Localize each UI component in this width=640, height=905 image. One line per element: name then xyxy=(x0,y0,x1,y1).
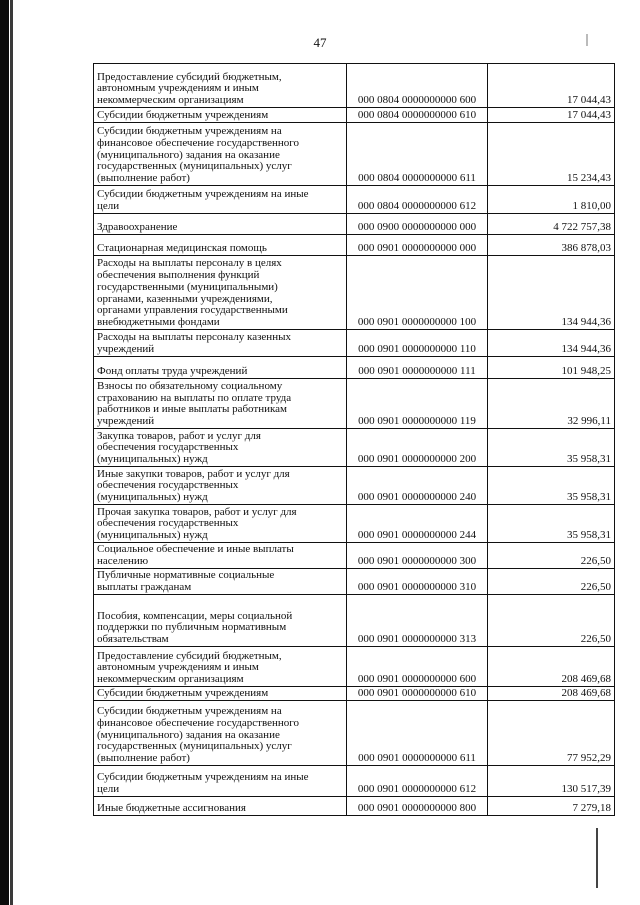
table-row xyxy=(94,647,615,687)
row-code: 000 0804 0000000000 600 xyxy=(347,64,488,108)
table-row xyxy=(94,505,615,543)
row-name: Субсидии бюджетным учреждениям xyxy=(94,687,347,701)
row-code: 000 0901 0000000000 800 xyxy=(347,797,488,816)
row-name: Субсидии бюджетным учреждениям на финансовое обеспечение государственного (муниципального) задания на оказание государственных (муниципальных) услуг (выполнение работ) xyxy=(94,701,347,766)
row-name: Субсидии бюджетным учреждениям на иные цели xyxy=(94,186,347,214)
row-amount: 15 234,43 xyxy=(488,123,615,186)
row-amount: 101 948,25 xyxy=(488,357,615,379)
row-name: Социальное обеспечение и иные выплаты населению xyxy=(94,543,347,569)
budget-table xyxy=(93,63,615,816)
row-name: Пособия, компенсации, меры социальной поддержки по публичным нормативным обязательствам xyxy=(94,595,347,647)
row-name: Закупка товаров, работ и услуг для обеспечения государственных (муниципальных) нужд xyxy=(94,429,347,467)
row-amount: 17 044,43 xyxy=(488,108,615,123)
row-amount: 208 469,68 xyxy=(488,647,615,687)
row-name: Предоставление субсидий бюджетным, автономным учреждениям и иным некоммерческим организациям xyxy=(94,647,347,687)
page-number: 47 xyxy=(313,35,327,50)
row-amount: 134 944,36 xyxy=(488,256,615,330)
table-row xyxy=(94,797,615,816)
table-row xyxy=(94,330,615,357)
row-code: 000 0901 0000000000 244 xyxy=(347,505,488,543)
row-code: 000 0901 0000000000 611 xyxy=(347,701,488,766)
row-name: Стационарная медицинская помощь xyxy=(94,235,347,256)
row-amount: 17 044,43 xyxy=(488,64,615,108)
row-amount: 7 279,18 xyxy=(488,797,615,816)
row-code: 000 0900 0000000000 000 xyxy=(347,214,488,235)
table-row xyxy=(94,123,615,186)
row-code: 000 0901 0000000000 313 xyxy=(347,595,488,647)
table-row xyxy=(94,543,615,569)
row-name: Расходы на выплаты персоналу в целях обеспечения выполнения функций государственными (муниципальными) органами, казенными учреждениями, органами управления государственными внебюджетными фондами xyxy=(94,256,347,330)
table-row xyxy=(94,64,615,108)
row-code: 000 0901 0000000000 300 xyxy=(347,543,488,569)
row-name: Субсидии бюджетным учреждениям на финансовое обеспечение государственного (муниципального) задания на оказание государственных (муниципальных) услуг (выполнение работ) xyxy=(94,123,347,186)
row-name: Здравоохранение xyxy=(94,214,347,235)
row-code: 000 0901 0000000000 600 xyxy=(347,647,488,687)
row-name: Публичные нормативные социальные выплаты гражданам xyxy=(94,569,347,595)
table-row xyxy=(94,687,615,701)
row-code: 000 0901 0000000000 100 xyxy=(347,256,488,330)
table-row xyxy=(94,595,615,647)
row-amount: 4 722 757,38 xyxy=(488,214,615,235)
table-row xyxy=(94,569,615,595)
row-amount: 134 944,36 xyxy=(488,330,615,357)
row-name: Субсидии бюджетным учреждениям на иные цели xyxy=(94,766,347,797)
table-row xyxy=(94,108,615,123)
row-code: 000 0901 0000000000 000 xyxy=(347,235,488,256)
row-name: Расходы на выплаты персоналу казенных учреждений xyxy=(94,330,347,357)
row-amount: 226,50 xyxy=(488,595,615,647)
row-code: 000 0901 0000000000 119 xyxy=(347,379,488,429)
row-amount: 226,50 xyxy=(488,543,615,569)
scan-edge-left xyxy=(0,0,9,905)
scan-edge-shadow xyxy=(10,0,13,905)
row-amount: 32 996,11 xyxy=(488,379,615,429)
row-name: Субсидии бюджетным учреждениям xyxy=(94,108,347,123)
row-amount: 35 958,31 xyxy=(488,505,615,543)
row-amount: 77 952,29 xyxy=(488,701,615,766)
row-code: 000 0901 0000000000 110 xyxy=(347,330,488,357)
row-name: Фонд оплаты труда учреждений xyxy=(94,357,347,379)
row-amount: 1 810,00 xyxy=(488,186,615,214)
row-code: 000 0804 0000000000 612 xyxy=(347,186,488,214)
row-amount: 386 878,03 xyxy=(488,235,615,256)
row-amount: 35 958,31 xyxy=(488,467,615,505)
row-code: 000 0901 0000000000 612 xyxy=(347,766,488,797)
table-row xyxy=(94,379,615,429)
row-code: 000 0901 0000000000 200 xyxy=(347,429,488,467)
table-row xyxy=(94,766,615,797)
row-name: Предоставление субсидий бюджетным, автономным учреждениям и иным некоммерческим организациям xyxy=(94,64,347,108)
row-name: Иные бюджетные ассигнования xyxy=(94,797,347,816)
table-row xyxy=(94,357,615,379)
table-row xyxy=(94,214,615,235)
table-row xyxy=(94,256,615,330)
row-amount: 130 517,39 xyxy=(488,766,615,797)
table-row xyxy=(94,235,615,256)
row-amount: 226,50 xyxy=(488,569,615,595)
table-row xyxy=(94,429,615,467)
table-row xyxy=(94,701,615,766)
row-amount: 208 469,68 xyxy=(488,687,615,701)
row-code: 000 0901 0000000000 610 xyxy=(347,687,488,701)
row-amount: 35 958,31 xyxy=(488,429,615,467)
row-name: Иные закупки товаров, работ и услуг для обеспечения государственных (муниципальных) нужд xyxy=(94,467,347,505)
row-code: 000 0901 0000000000 240 xyxy=(347,467,488,505)
row-code: 000 0804 0000000000 611 xyxy=(347,123,488,186)
row-name: Прочая закупка товаров, работ и услуг для обеспечения государственных (муниципальных) нужд xyxy=(94,505,347,543)
table-row xyxy=(94,186,615,214)
row-code: 000 0804 0000000000 610 xyxy=(347,108,488,123)
row-name: Взносы по обязательному социальному страхованию на выплаты по оплате труда работников и иные выплаты работникам учреждений xyxy=(94,379,347,429)
row-code: 000 0901 0000000000 310 xyxy=(347,569,488,595)
row-code: 000 0901 0000000000 111 xyxy=(347,357,488,379)
scan-speck-bottom xyxy=(596,828,598,888)
table-row xyxy=(94,467,615,505)
